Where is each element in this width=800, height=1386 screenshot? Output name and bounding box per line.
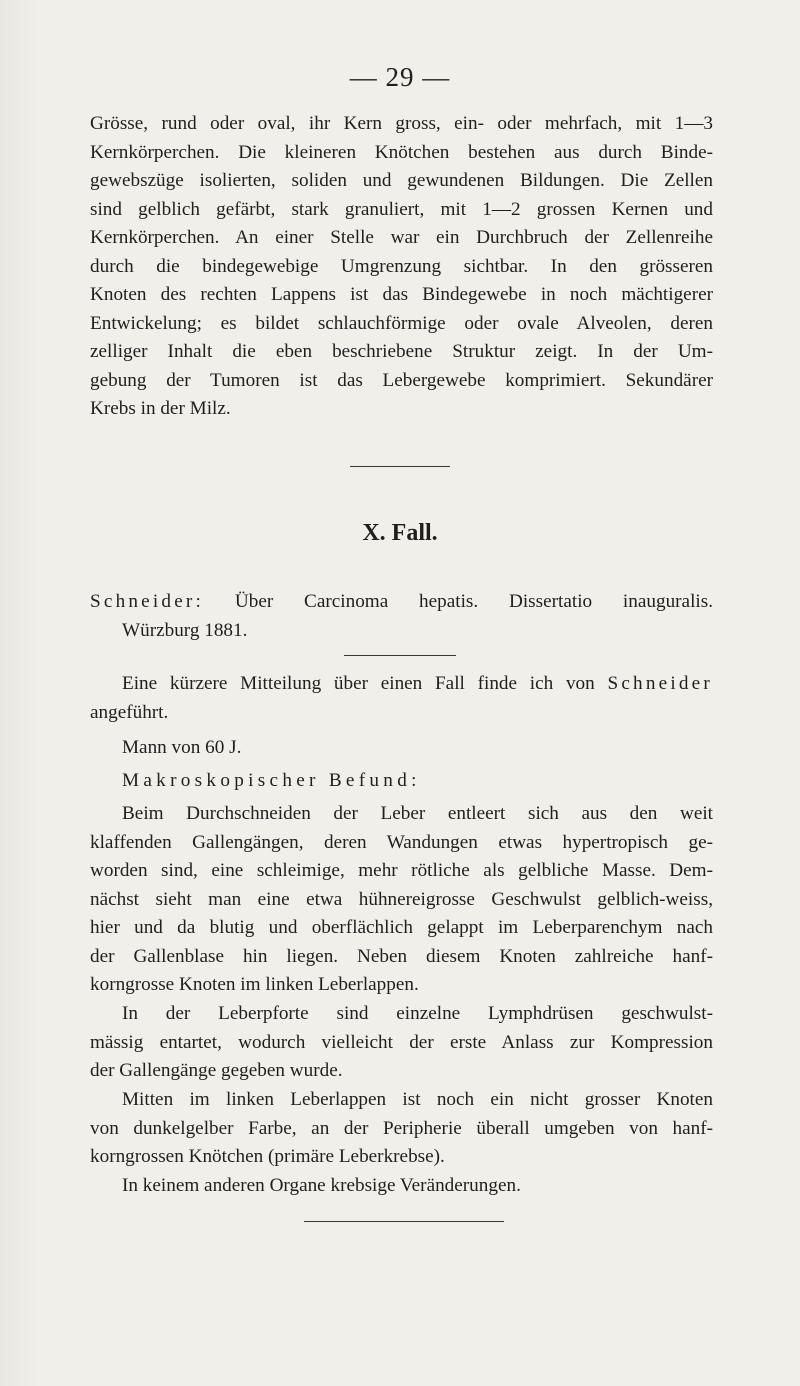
intro-author-name: Schneider [607, 673, 713, 694]
findings-paragraph-4 [90, 1172, 713, 1201]
text-line: korngrossen Knötchen (primäre Leberkrebse). [90, 1146, 445, 1167]
intro-paragraph [90, 670, 713, 727]
citation-author: Schneider: [90, 591, 205, 612]
text-line: In der Leberpforte sind einzelne Lymphdrüsen geschwulst- [122, 1003, 713, 1024]
intro-line-2: angeführt. [90, 701, 169, 723]
text-line: nächst sieht man eine etwa hühnereigrosse Geschwulst gelblich-weiss, [90, 888, 713, 910]
text-line: Kernkörperchen. An einer Stelle war ein Durchbruch der Zellenreihe [90, 227, 713, 248]
paragraph-continuation [90, 110, 713, 424]
page-number: — 29 — [349, 62, 451, 92]
intro-line [90, 670, 713, 699]
text-line: von dunkelgelber Farbe, an der Peripherie überall umgeben von hanf- [90, 1117, 713, 1139]
citation [90, 588, 713, 645]
case-heading: X. Fall. [362, 520, 438, 546]
text-line: Beim Durchschneiden der Leber entleert sich aus den weit [122, 803, 713, 824]
text-line: Krebs in der Milz. [90, 398, 231, 419]
text-line: mässig entartet, wodurch vielleicht der erste Anlass zur Kompression [90, 1031, 713, 1053]
findings-paragraph-1 [90, 800, 713, 1000]
text-line: durch die bindegewebige Umgrenzung sichtbar. In den grösseren [90, 255, 713, 277]
text-line: gewebszüge isolierten, soliden und gewundenen Bildungen. Die Zellen [90, 170, 713, 191]
patient-info: Mann von 60 J. [122, 737, 242, 758]
text-line: der Gallenblase hin liegen. Neben diesem Knoten zahlreiche hanf- [90, 945, 713, 967]
text-line: zelliger Inhalt die eben beschriebene Struktur zeigt. In der Um- [90, 341, 713, 362]
text-line: sind gelblich gefärbt, stark granuliert, mit 1—2 grossen Kernen und [90, 198, 713, 220]
citation-title: Über Carcinoma hepatis. Dissertatio inauguralis. [204, 591, 713, 612]
patient-line [90, 734, 713, 763]
text-line: korngrosse Knoten im linken Leberlappen. [90, 974, 419, 995]
section-heading-block [90, 767, 713, 796]
text-line: der Gallengänge gegeben wurde. [90, 1060, 343, 1081]
text-line: Kernkörperchen. Die kleineren Knötchen bestehen aus durch Binde- [90, 141, 713, 163]
section-heading: Makroskopischer Befund: [122, 770, 421, 791]
section-divider [350, 466, 450, 467]
text-line: Grösse, rund oder oval, ihr Kern gross, ein- oder mehrfach, mit 1—3 [90, 113, 713, 134]
text-line: Mitten im linken Leberlappen ist noch ein nicht grosser Knoten [122, 1089, 713, 1110]
citation-line [90, 588, 713, 617]
intro-text: Eine kürzere Mitteilung über einen Fall finde ich von [122, 673, 608, 694]
text-line: Knoten des rechten Lappens ist das Bindegewebe in noch mächtigerer [90, 284, 713, 305]
end-divider [304, 1221, 504, 1222]
findings-paragraph-2 [90, 1000, 713, 1086]
text-line: Entwickelung; es bildet schlauchförmige oder ovale Alveolen, deren [90, 312, 713, 334]
text-line: worden sind, eine schleimige, mehr rötliche als gelbliche Masse. Dem- [90, 860, 713, 881]
text-line: klaffenden Gallengängen, deren Wandungen etwas hypertropisch ge- [90, 831, 713, 853]
text-line: In keinem anderen Organe krebsige Veränderungen. [122, 1175, 521, 1196]
text-line: gebung der Tumoren ist das Lebergewebe komprimiert. Sekundärer [90, 369, 713, 391]
citation-place-year: Würzburg 1881. [122, 619, 248, 641]
citation-divider [344, 655, 456, 656]
text-line: hier und da blutig und oberflächlich gelappt im Leberparenchym nach [90, 917, 713, 938]
findings-paragraph-3 [90, 1086, 713, 1172]
